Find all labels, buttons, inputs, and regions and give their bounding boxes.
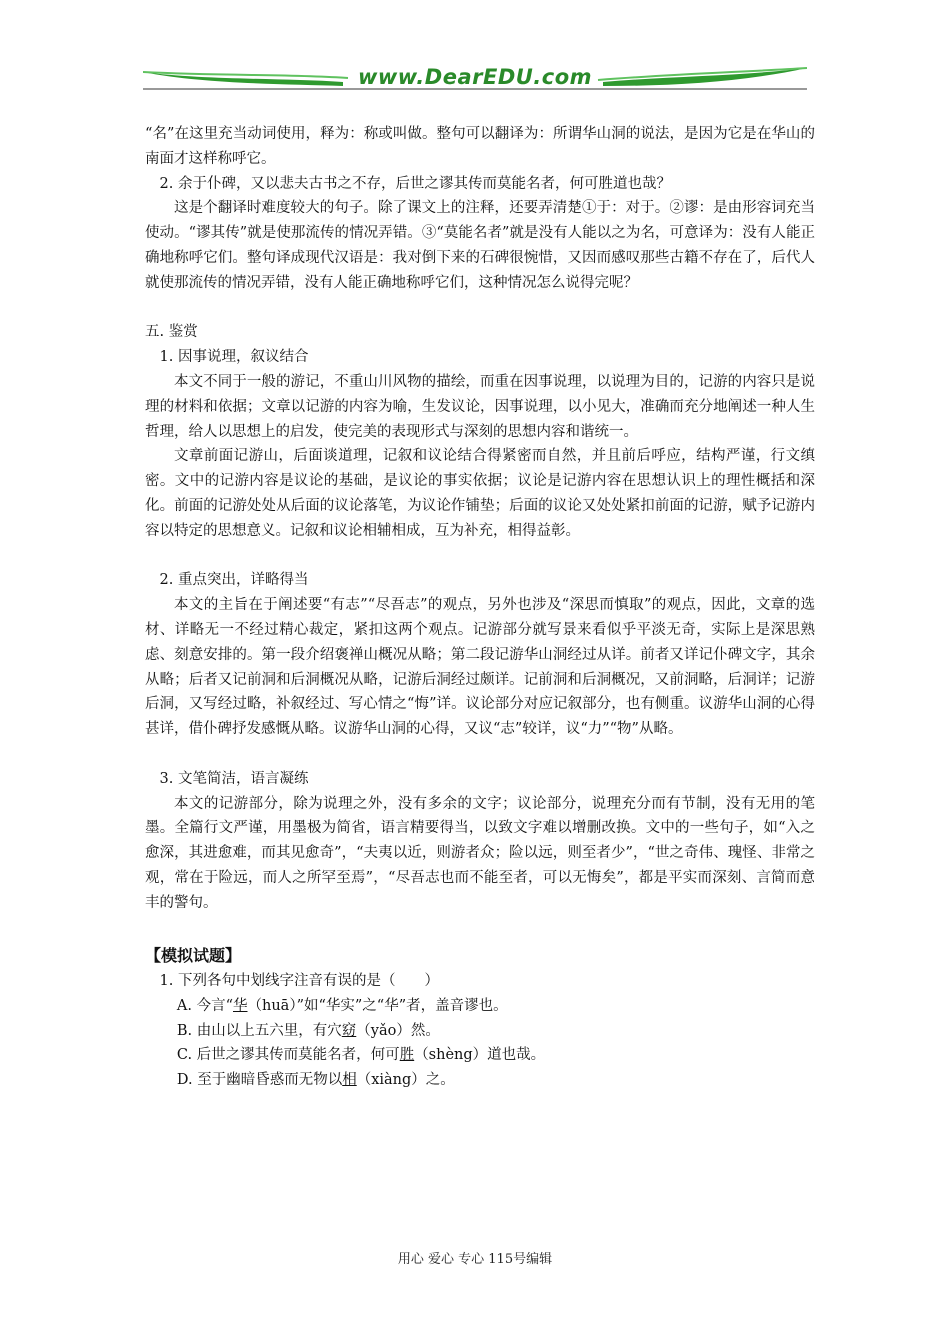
option-suffix: （huā）”如“华实”之“华”者，盖音谬也。 xyxy=(247,997,508,1014)
paragraph: 五. 鉴赏 xyxy=(145,324,198,341)
blank-line xyxy=(145,544,815,569)
blank-line xyxy=(145,296,815,321)
paragraph: “名”在这里充当动词使用，释为：称或叫做。整句可以翻译为：所谓华山洞的说法，是因为它是在华山的南面才这样称呼它。 xyxy=(145,126,815,167)
option-prefix: B. 由山以上五六里，有穴 xyxy=(176,1022,342,1039)
site-header xyxy=(143,62,807,94)
quiz-question: 1. 下列各句中划线字注音有误的是（ ） xyxy=(159,973,439,990)
option-prefix: D. 至于幽暗昏惑而无物以 xyxy=(176,1072,343,1089)
paragraph: 本文的主旨在于阐述要“有志”“尽吾志”的观点，另外也涉及“深思而慎取”的观点，因此，文章的选材、详略无一不经过精心裁定，紧扣这两个观点。记游部分就写景来看似乎平淡无奇，实际上是深思熟虑、刻意安排的。第一段介绍褒禅山概况从略；第二段记游华山洞经过从详。前者又详记仆碑文字，其余从略；后者又记前洞和后洞概况从略，记游后洞经过颇详。记前洞和后洞概况，又前洞略，后洞详；记游后洞，又写经过略，补叙经过、写心情之“悔”详。议论部分对应记叙部分，也有侧重。议游华山洞的心得甚详，借仆碑抒发感慨从略。议游华山洞的心得，又议“志”较详，议“力”“物”从略。 xyxy=(145,597,815,738)
quiz-option[interactable] xyxy=(145,994,815,1019)
page-footer: 用心 爱心 专心 115号编辑 xyxy=(397,1252,553,1267)
quiz-option[interactable] xyxy=(145,1019,815,1044)
paragraph: 文章前面记游山，后面谈道理，记叙和议论结合得紧密而自然，并且前后呼应，结构严谨，行文缜密。文中的记游内容是议论的基础，是议论的事实依据；议论是记游内容在思想认识上的理性概括和深化。前面的记游处处从后面的议论落笔，为议论作铺垫；后面的议论又处处紧扣前面的记游，赋予记游内容以特定的思想意义。记叙和议论相辅相成，互为补充，相得益彰。 xyxy=(145,448,815,539)
site-name[interactable]: www.DearEDU.com xyxy=(357,65,593,89)
paragraph: 1. 因事说理，叙议结合 xyxy=(159,349,309,366)
paragraph: 这是个翻译时难度较大的句子。除了课文上的注释，还要弄清楚①于：对于。②谬：是由形容词充当使动。“谬其传”就是使那流传的情况弄错。③“莫能名者”就是没有人能以之为名，可意译为：没有人能正确地称呼它们。整句译成现代汉语是：我对倒下来的石碑很惋惜，又因而感叹那些古籍不存在了，后代人就使那流传的情况弄错，没有人能正确地称呼它们，这种情况怎么说得完呢？ xyxy=(145,200,815,291)
option-prefix: A. 今言“ xyxy=(176,997,233,1014)
blank-line xyxy=(145,742,815,767)
paragraph: 3. 文笔简洁，语言凝练 xyxy=(159,770,309,787)
option-prefix: C. 后世之谬其传而莫能名者，何可 xyxy=(176,1047,400,1064)
quiz-option[interactable] xyxy=(145,1043,815,1068)
paragraph: 2. 重点突出，详略得当 xyxy=(159,572,309,589)
option-suffix: （xiàng）之。 xyxy=(356,1072,455,1089)
underlined-character: 华 xyxy=(233,997,248,1014)
paragraph: 本文的记游部分，除为说理之外，没有多余的文字；议论部分，说理充分而有节制，没有无用的笔墨。全篇行文严谨，用墨极为简省，语言精要得当，以致文字难以增删改换。文中的一些句子，如“入之愈深，其进愈难，而其见愈奇”，“夫夷以近，则游者众；险以远，则至者少”，“世之奇伟、瑰怪、非常之观，常在于险远，而人之所罕至焉”，“尽吾志也而不能至者，可以无悔矣”，都是平实而深刻、言简而意丰的警句。 xyxy=(145,795,815,911)
document-body xyxy=(145,122,815,1093)
quiz-option[interactable] xyxy=(145,1068,815,1093)
underlined-character: 窈 xyxy=(341,1022,357,1039)
option-suffix: （shèng）道也哉。 xyxy=(414,1047,546,1064)
underlined-character: 相 xyxy=(342,1072,357,1089)
paragraph: 2. 余于仆碑，又以悲夫古书之不存，后世之谬其传而莫能名者，何可胜道也哉？ xyxy=(159,175,671,192)
blank-line xyxy=(145,916,815,941)
quiz-heading: 【模拟试题】 xyxy=(145,946,242,966)
option-suffix: （yǎo）然。 xyxy=(356,1022,440,1039)
paragraph: 本文不同于一般的游记，不重山川风物的描绘，而重在因事说理，以说理为目的，记游的内容只是说理的材料和依据；文章以记游的内容为喻，生发议论，因事说理，以小见大，准确而充分地阐述一种人生哲理，给人以思想上的启发，使完美的表现形式与深刻的思想内容和谐统一。 xyxy=(145,373,815,440)
underlined-character: 胜 xyxy=(399,1047,415,1064)
